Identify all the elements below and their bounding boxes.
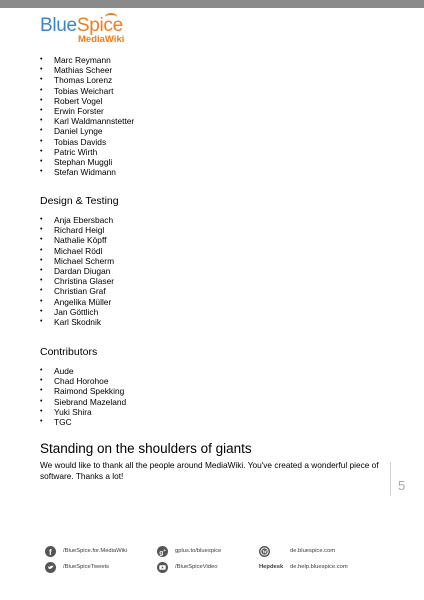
facebook-icon[interactable] xyxy=(45,546,56,557)
wordpress-icon[interactable] xyxy=(259,546,270,557)
list-item: • Tobias Davids xyxy=(40,137,134,147)
list-item: • Chad Horohoe xyxy=(40,376,126,386)
list-item: • Michael Scherm xyxy=(40,256,114,266)
logo-subtitle: MediaWiki xyxy=(78,34,125,45)
helpdesk-label: Hepdesk xyxy=(259,564,284,570)
page-number: 5 xyxy=(398,478,406,493)
list-item: • Stephan Muggli xyxy=(40,157,134,167)
page-number-divider xyxy=(390,462,391,496)
list-item: • Dardan Diugan xyxy=(40,266,114,276)
top-bar xyxy=(0,0,424,8)
list-item: • Christina Glaser xyxy=(40,276,114,286)
list-item: • Raimond Spekking xyxy=(40,386,126,396)
list-item: • Robert Vogel xyxy=(40,96,134,106)
list-item: • Thomas Lorenz xyxy=(40,75,134,85)
list-item: • Tobias Weichart xyxy=(40,86,134,96)
list-item: • Angelika Müller xyxy=(40,297,114,307)
contributors-heading: Contributors xyxy=(40,346,98,358)
list-item: • Stefan Widmann xyxy=(40,167,134,177)
giants-heading: Standing on the shoulders of giants xyxy=(40,441,252,456)
design-testing-list xyxy=(40,215,114,327)
list-item: • Siebrand Mazeland xyxy=(40,397,126,407)
google-plus-icon[interactable] xyxy=(157,546,168,557)
list-item: • Yuki Shira xyxy=(40,407,126,417)
list-item: • Erwin Forster xyxy=(40,106,134,116)
helpdesk-link[interactable]: de.help.bluespice.com xyxy=(290,564,348,570)
list-item: • Christian Graf xyxy=(40,286,114,296)
logo-orange-text: Spice xyxy=(76,15,123,36)
list-item: • Marc Reymann xyxy=(40,55,134,65)
list-item: • Aude xyxy=(40,366,126,376)
developer-list xyxy=(40,55,134,177)
facebook-link[interactable]: /BlueSpice.for.MediaWiki xyxy=(63,548,128,554)
list-item: • Karl Waldmannstetter xyxy=(40,116,134,126)
contributors-list xyxy=(40,366,126,427)
website-link[interactable]: de.bluespice.com xyxy=(290,548,336,554)
list-item: • Mathias Scheer xyxy=(40,65,134,75)
thanks-paragraph: We would like to thank all the people around MediaWiki. You've created a wonderful piece of software. Thanks a lot! xyxy=(40,460,379,481)
list-item: • Anja Ebersbach xyxy=(40,215,114,225)
gplus-link[interactable]: gplus.to/bluespice xyxy=(175,548,222,554)
twitter-link[interactable]: /BlueSpiceTweets xyxy=(63,564,110,570)
svg-text:g: g xyxy=(159,549,164,557)
youtube-icon[interactable] xyxy=(157,562,168,573)
youtube-link[interactable]: /BlueSpiceVideo xyxy=(175,564,218,570)
svg-text:f: f xyxy=(49,548,52,557)
list-item: • Richard Heigl xyxy=(40,225,114,235)
svg-text:+: + xyxy=(163,548,166,554)
bluespice-logo xyxy=(40,15,130,45)
list-item: • Patric Wirth xyxy=(40,147,134,157)
list-item: • TGC xyxy=(40,417,126,427)
twitter-icon[interactable] xyxy=(45,562,56,573)
list-item: • Nathalie Köpff xyxy=(40,235,114,245)
list-item: • Michael Rödl xyxy=(40,246,114,256)
logo-blue-text: Blue xyxy=(40,15,77,36)
design-testing-heading: Design & Testing xyxy=(40,195,119,207)
svg-text:W: W xyxy=(262,550,268,556)
list-item: • Jan Göttlich xyxy=(40,307,114,317)
footer xyxy=(0,540,424,580)
list-item: • Daniel Lynge xyxy=(40,126,134,136)
list-item: • Karl Skodnik xyxy=(40,317,114,327)
